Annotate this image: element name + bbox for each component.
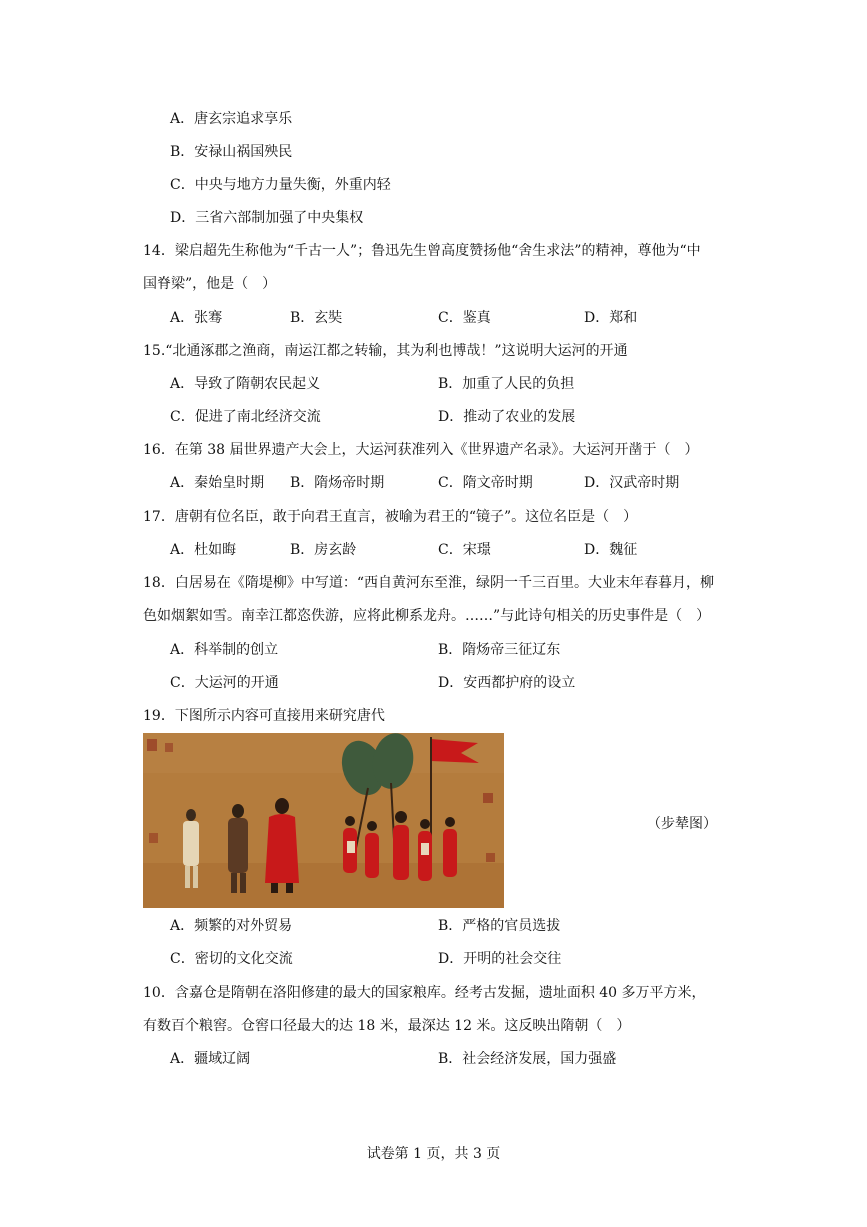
q17-option-c: C．宋璟 (438, 542, 491, 558)
q14-stem-line2: 国脊梁”，他是（ ） (143, 276, 277, 292)
q16-option-d: D．汉武帝时期 (584, 475, 680, 491)
q14-stem-line1: 14．梁启超先生称他为“千古一人”；鲁迅先生曾高度赞扬他“舍生求法”的精神，尊他为“中 (143, 243, 701, 259)
q14-option-d: D．郑和 (584, 310, 638, 326)
q15-option-a: A．导致了隋朝农民起义 (170, 376, 321, 392)
q13-option-a: A．唐玄宗追求享乐 (170, 111, 293, 127)
q16-option-c: C．隋文帝时期 (438, 475, 533, 491)
q14-option-b: B．玄奘 (290, 310, 343, 326)
q17-option-d: D．魏征 (584, 542, 638, 558)
q18-stem-line2: 色如烟絮如雪。南幸江都恣佚游，应将此柳系龙舟。……”与此诗句相关的历史事件是（ ） (143, 608, 711, 624)
q18-option-b: B．隋炀帝三征辽东 (438, 642, 561, 658)
q17-stem: 17．唐朝有位名臣，敢于向君王直言，被喻为君王的“镜子”。这位名臣是（ ） (143, 509, 638, 525)
q13-option-c: C．中央与地方力量失衡，外重内轻 (170, 177, 391, 193)
painting-caption: （步辇图） (647, 816, 717, 832)
q19-option-b: B．严格的官员选拔 (438, 918, 561, 934)
q15-option-c: C．促进了南北经济交流 (170, 409, 321, 425)
q14-option-c: C．鉴真 (438, 310, 491, 326)
q16-option-b: B．隋炀帝时期 (290, 475, 385, 491)
q10-option-b: B．社会经济发展，国力强盛 (438, 1051, 617, 1067)
page-footer: 试卷第 1 页，共 3 页 (366, 1146, 501, 1162)
painting-illustration (143, 733, 504, 908)
q18-stem-line1: 18．白居易在《隋堤柳》中写道：“西自黄河东至淮，绿阴一千三百里。大业末年春暮月，柳 (143, 575, 714, 591)
buniantu-painting (143, 733, 504, 908)
q19-stem: 19．下图所示内容可直接用来研究唐代 (143, 708, 385, 724)
q16-option-a: A．秦始皇时期 (170, 475, 265, 491)
q19-option-d: D．开明的社会交往 (438, 951, 562, 967)
q17-option-a: A．杜如晦 (170, 542, 237, 558)
q18-option-a: A．科举制的创立 (170, 642, 279, 658)
q15-option-b: B．加重了人民的负担 (438, 376, 575, 392)
q15-stem: 15.“北通涿郡之渔商，南运江都之转输，其为利也博哉！”这说明大运河的开通 (143, 343, 628, 359)
q19-option-c: C．密切的文化交流 (170, 951, 293, 967)
q10-stem-line1: 10．含嘉仓是隋朝在洛阳修建的最大的国家粮库。经考古发掘，遗址面积 40 多万平方米， (143, 985, 706, 1001)
q10-option-a: A．疆域辽阔 (170, 1051, 251, 1067)
q18-option-d: D．安西都护府的设立 (438, 675, 576, 691)
q10-stem-line2: 有数百个粮窖。仓窖口径最大的达 18 米，最深达 12 米。这反映出隋朝（ ） (143, 1018, 631, 1034)
q13-option-b: B．安禄山祸国殃民 (170, 144, 293, 160)
q18-option-c: C．大运河的开通 (170, 675, 279, 691)
q14-option-a: A．张骞 (170, 310, 223, 326)
q13-option-d: D．三省六部制加强了中央集权 (170, 210, 364, 226)
q15-option-d: D．推动了农业的发展 (438, 409, 576, 425)
q19-option-a: A．频繁的对外贸易 (170, 918, 293, 934)
q17-option-b: B．房玄龄 (290, 542, 357, 558)
q16-stem: 16．在第 38 届世界遗产大会上，大运河获准列入《世界遗产名录》。大运河开凿于（ ） (143, 442, 699, 458)
